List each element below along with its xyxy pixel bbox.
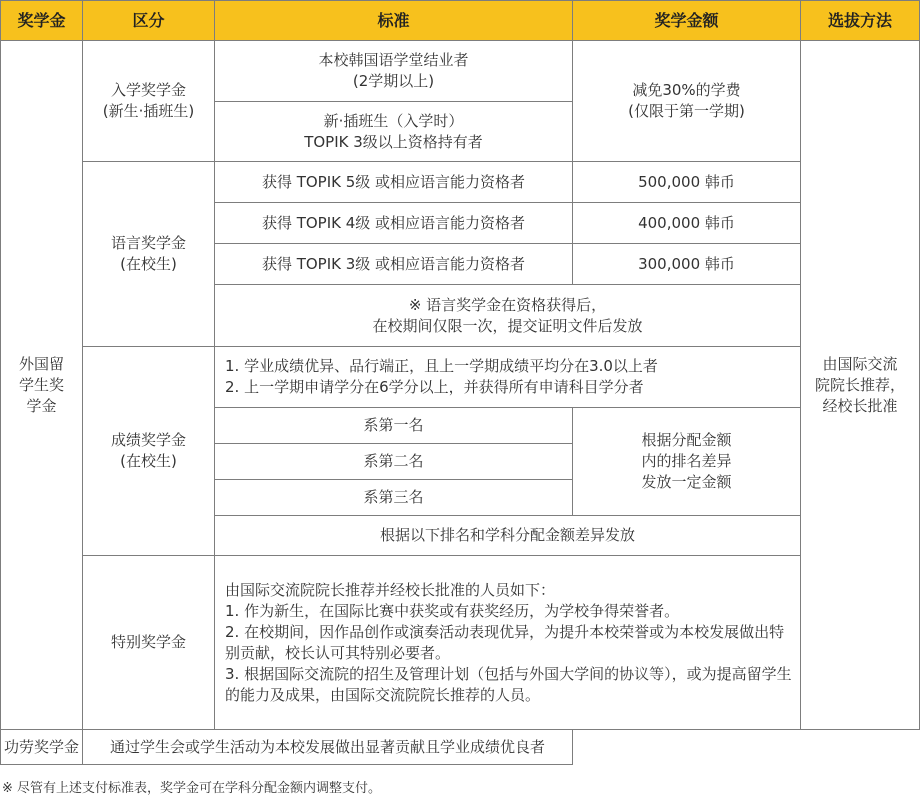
entrance-amount: 减免30%的学费 (仅限于第一学期) — [573, 41, 801, 162]
grades-note: 根据以下排名和学科分配金额差异发放 — [215, 516, 801, 556]
language-scholarship-label: 语言奖学金 (在校生) — [83, 162, 215, 347]
grades-rank-2: 系第二名 — [215, 444, 573, 480]
header-amount: 奖学金额 — [573, 1, 801, 41]
grades-rank-1: 系第一名 — [215, 408, 573, 444]
footnote: ※ 尽管有上述支付标准表，奖学金可在学科分配金额内调整支付。 — [2, 781, 382, 796]
language-criteria-topik3: 获得 TOPIK 3级 或相应语言能力资格者 — [215, 244, 573, 285]
grades-conditions: 1. 学业成绩优异、品行端正，且上一学期成绩平均分在3.0以上者 2. 上一学期申请学分在6学分以上，并获得所有申请科目学分者 — [215, 347, 801, 408]
special-scholarship-label: 特别奖学金 — [83, 556, 215, 730]
entrance-scholarship-label: 入学奖学金 (新生·插班生) — [83, 41, 215, 162]
header-scholarship: 奖学金 — [1, 1, 83, 41]
table-row — [1, 556, 920, 730]
entrance-criteria-2: 新·插班生（入学时） TOPIK 3级以上资格持有者 — [215, 102, 573, 162]
merit-scholarship-text: 通过学生会或学生活动为本校发展做出显著贡献且学业成绩优良者 — [83, 730, 573, 765]
table-row — [1, 162, 920, 203]
main-scholarship-type: 外国留 学生奖 学金 — [1, 41, 83, 730]
header-criteria: 标准 — [215, 1, 573, 41]
language-criteria-topik5: 获得 TOPIK 5级 或相应语言能力资格者 — [215, 162, 573, 203]
selection-method: 由国际交流 院院长推荐， 经校长批准 — [801, 41, 920, 730]
table-row — [1, 730, 920, 765]
table-row — [1, 347, 920, 408]
language-amount-topik4: 400,000 韩币 — [573, 203, 801, 244]
header-category: 区分 — [83, 1, 215, 41]
language-note: ※ 语言奖学金在资格获得后， 在校期间仅限一次，提交证明文件后发放 — [215, 285, 801, 347]
grades-rank-3: 系第三名 — [215, 480, 573, 516]
header-selection-method: 选拔方法 — [801, 1, 920, 41]
grades-rank-amount: 根据分配金额 内的排名差异 发放一定金额 — [573, 408, 801, 516]
entrance-criteria-1: 本校韩国语学堂结业者 (2学期以上) — [215, 41, 573, 102]
table-row — [1, 41, 920, 102]
language-amount-topik5: 500,000 韩币 — [573, 162, 801, 203]
language-criteria-topik4: 获得 TOPIK 4级 或相应语言能力资格者 — [215, 203, 573, 244]
language-amount-topik3: 300,000 韩币 — [573, 244, 801, 285]
merit-scholarship-label: 功劳奖学金 — [1, 730, 83, 765]
special-scholarship-text: 由国际交流院院长推荐并经校长批准的人员如下： 1. 作为新生，在国际比赛中获奖或有获奖经历，为学校争得荣誉者。 2. 在校期间，因作品创作或演奏活动表现优异，为提升本校荣誉或为本校发展做出特别贡献，校长认可其特别必要者。 3. 根据国际交流院的招生及管理计划（包括与外国大学间的协议等），或为提高留学生的能力及成果，由国际交流院院长推荐的人员。 — [215, 556, 801, 730]
grades-scholarship-label: 成绩奖学金 (在校生) — [83, 347, 215, 556]
table-header-row — [1, 1, 920, 41]
